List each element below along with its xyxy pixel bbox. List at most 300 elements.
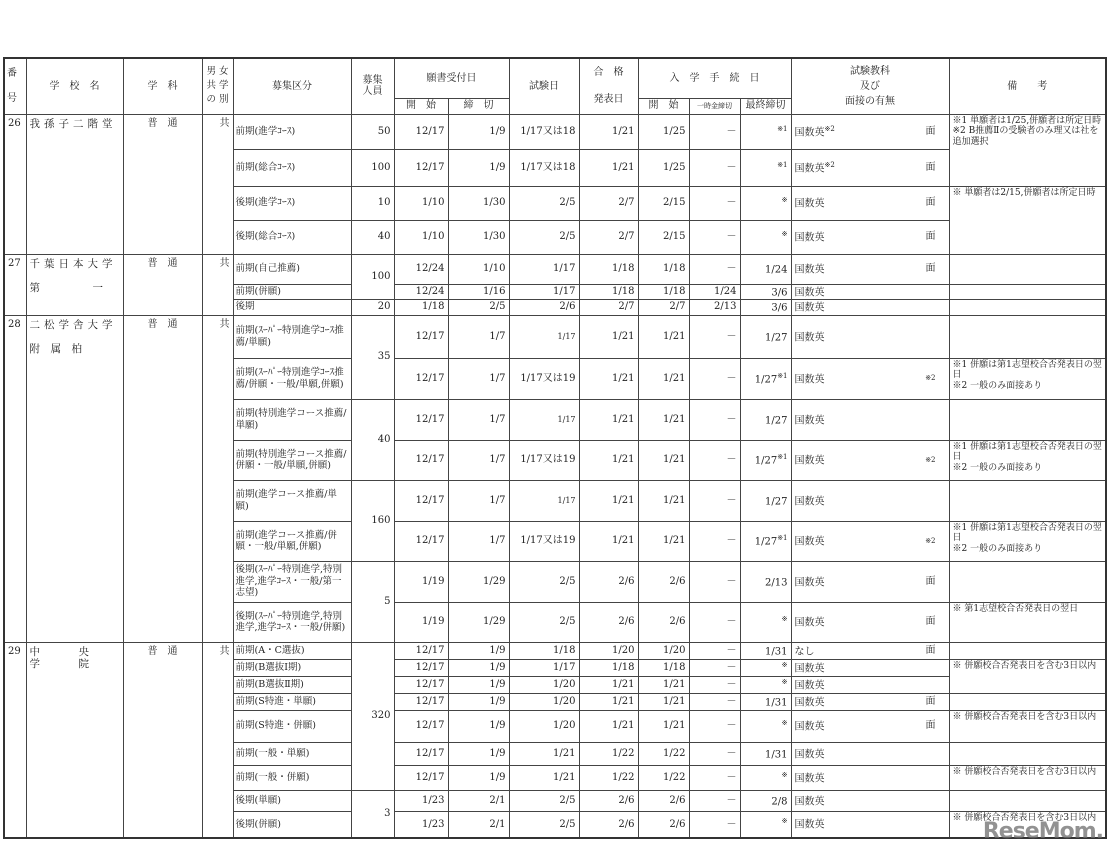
remarks: [949, 186, 1106, 254]
interview-mark: 面: [925, 644, 936, 656]
recruitment-category: 前期(進学コース推薦/単願): [233, 480, 351, 521]
application-start: 1/19: [394, 561, 448, 602]
exam-date: 2/6: [509, 299, 579, 315]
recruitment-category: 前期(A・C選抜): [233, 642, 351, 659]
final-deadline: [740, 440, 791, 480]
deposit-deadline: －: [689, 765, 740, 790]
school-name-line: 中 央 学 院: [29, 645, 128, 670]
exam-date: 1/17: [509, 284, 579, 299]
exam-date: 2/5: [509, 220, 579, 254]
subjects-label: 国数英: [794, 373, 825, 385]
application-start: 12/17: [394, 399, 448, 440]
header-number: 番 号: [4, 58, 26, 114]
final-deadline: [740, 521, 791, 561]
remarks-line: ※2 一般のみ面接あり: [952, 544, 1043, 555]
exam-subjects: [791, 790, 949, 811]
interview-mark: ※2: [925, 455, 936, 464]
subjects-text: [795, 644, 815, 658]
header-application: 願書受付日: [394, 58, 509, 98]
subjects-label: 国数英: [794, 576, 825, 588]
interview-mark: 面: [925, 575, 936, 587]
recruitment-category: 後期: [233, 299, 351, 315]
capacity: 35: [351, 315, 394, 399]
deposit-deadline: －: [689, 220, 740, 254]
exam-date: 1/17又は19: [509, 521, 579, 561]
remarks: [949, 710, 1106, 742]
interview-mark: 面: [925, 125, 936, 137]
remarks-line: ※1 単願者は1/25,併願者は所定日時: [952, 115, 1102, 126]
exam-subjects-wrap: [795, 817, 946, 831]
exam-date: 2/5: [509, 186, 579, 220]
recruitment-category: 前期(S特進・併願): [233, 710, 351, 742]
deposit-deadline: 1/24: [689, 284, 740, 299]
application-start: 12/17: [394, 114, 448, 149]
final-deadline-note: ※1: [777, 371, 788, 380]
subjects-text: [795, 678, 825, 692]
procedure-start: 1/21: [638, 480, 689, 521]
deposit-deadline: －: [689, 642, 740, 659]
announcement-date: 2/7: [579, 299, 638, 315]
deposit-deadline: －: [689, 149, 740, 186]
application-start: 12/24: [394, 284, 448, 299]
exam-date: 2/5: [509, 790, 579, 811]
department: 普 通: [123, 114, 202, 254]
final-deadline: [740, 186, 791, 220]
final-deadline-note: ※: [781, 615, 788, 624]
exam-subjects-wrap: [795, 575, 946, 589]
procedure-start: 1/18: [638, 254, 689, 284]
final-deadline-note: ※: [781, 719, 788, 728]
header-school-name: 学 校 名: [26, 58, 123, 114]
recruitment-category: 前期(B選抜Ⅱ期): [233, 676, 351, 693]
header-app-end: 締 切: [448, 98, 509, 114]
exam-subjects-wrap: [795, 534, 946, 548]
application-end: 1/9: [448, 149, 509, 186]
school-name-line: 附 属 柏: [29, 342, 82, 355]
application-start: 12/17: [394, 659, 448, 676]
procedure-start: 1/25: [638, 149, 689, 186]
final-deadline: [740, 315, 791, 358]
exam-subjects: [791, 480, 949, 521]
exam-date: 1/17又は18: [509, 114, 579, 149]
subjects-text: [795, 372, 825, 386]
exam-subjects: [791, 561, 949, 602]
exam-subjects-wrap: [795, 372, 946, 386]
exam-subjects-wrap: [795, 615, 946, 629]
remarks-line: ※ 併願校合否発表日を含む3日以内: [952, 711, 1097, 722]
remarks-line: ※1 併願は第1志望校合否発表日の翌日: [952, 522, 1102, 544]
subjects-text: [795, 719, 825, 733]
interview-mark: ※2: [925, 536, 936, 545]
application-end: 1/9: [448, 676, 509, 693]
announcement-date: 2/6: [579, 602, 638, 642]
deposit-deadline: －: [689, 602, 740, 642]
exam-subjects: [791, 284, 949, 299]
exam-date: 1/17: [509, 399, 579, 440]
final-deadline-date: 1/27: [765, 414, 788, 426]
application-end: 2/1: [448, 811, 509, 838]
announcement-date: 1/22: [579, 765, 638, 790]
subjects-text: [795, 661, 825, 675]
procedure-start: 1/21: [638, 693, 689, 710]
application-start: 1/23: [394, 790, 448, 811]
recruitment-category: 前期(ｽｰﾊﾟｰ特別進学ｺｰｽ推薦/併願・一般/単願,併願): [233, 358, 351, 399]
exam-date: 1/20: [509, 676, 579, 693]
announcement-date: 1/21: [579, 480, 638, 521]
subjects-text: [795, 771, 825, 785]
application-start: 1/23: [394, 811, 448, 838]
application-start: 12/17: [394, 765, 448, 790]
school-name-line: 千葉日本大学: [29, 257, 117, 270]
school-name: [26, 254, 123, 315]
final-deadline: [740, 114, 791, 149]
announcement-date: 1/21: [579, 315, 638, 358]
recruitment-category: 前期(自己推薦): [233, 254, 351, 284]
application-end: 1/9: [448, 642, 509, 659]
subjects-label: 国数英: [794, 696, 825, 708]
exam-subjects: [791, 742, 949, 765]
exam-subjects-wrap: [795, 453, 946, 467]
exam-subjects-wrap: [795, 230, 946, 244]
capacity: 100: [351, 149, 394, 186]
interview-mark: ※2: [925, 374, 936, 383]
exam-subjects: [791, 114, 949, 149]
subjects-label: 国数英: [794, 819, 825, 831]
exam-subjects-wrap: [795, 161, 946, 175]
exam-subjects-wrap: [795, 494, 946, 508]
interview-mark: 面: [925, 616, 936, 628]
recruitment-category: 前期(特別進学コース推薦/併願・一般/単願,併願): [233, 440, 351, 480]
final-deadline: [740, 358, 791, 399]
exam-subjects-wrap: [795, 413, 946, 427]
application-start: 12/17: [394, 710, 448, 742]
procedure-start: 1/21: [638, 358, 689, 399]
header-subjects: 試験教科 及び 面接の有無: [791, 58, 949, 114]
final-deadline-note: ※1: [777, 534, 788, 543]
announcement-date: 2/6: [579, 811, 638, 838]
recruitment-category: 後期(ｽｰﾊﾟｰ特別進学,特別進学,進学ｺｰｽ・一般/併願): [233, 602, 351, 642]
subjects-label: 国数英: [794, 679, 825, 691]
remarks: [949, 315, 1106, 358]
subjects-label: 国数英: [794, 198, 825, 210]
procedure-start: 1/21: [638, 521, 689, 561]
remarks: [949, 440, 1106, 480]
remarks: [949, 659, 1106, 693]
department: 普 通: [123, 254, 202, 315]
remarks: [949, 299, 1106, 315]
exam-date: 1/17: [509, 659, 579, 676]
subjects-text: [795, 413, 825, 427]
exam-date: 1/17又は19: [509, 358, 579, 399]
school-number: 28: [4, 315, 26, 642]
application-end: 1/9: [448, 765, 509, 790]
application-end: 1/30: [448, 220, 509, 254]
procedure-start: 2/6: [638, 790, 689, 811]
application-end: 1/9: [448, 114, 509, 149]
header-capacity: 募集人員: [351, 58, 394, 114]
remarks: [949, 480, 1106, 521]
deposit-deadline: －: [689, 114, 740, 149]
final-deadline: [740, 659, 791, 676]
subjects-label: 国数英: [794, 536, 825, 548]
application-end: 1/9: [448, 693, 509, 710]
subjects-note: ※2: [824, 160, 835, 169]
application-end: 1/9: [448, 742, 509, 765]
remarks: [949, 693, 1106, 710]
announcement-date: 1/22: [579, 742, 638, 765]
procedure-start: 1/21: [638, 676, 689, 693]
subjects-label: 国数英: [794, 126, 825, 138]
subjects-text: [795, 817, 825, 831]
recruitment-category: 前期(特別進学コース推薦/単願): [233, 399, 351, 440]
subjects-label: 国数英: [794, 662, 825, 674]
header-department: 学 科: [123, 58, 202, 114]
exam-date: 1/21: [509, 742, 579, 765]
application-end: 2/1: [448, 790, 509, 811]
final-deadline: [740, 642, 791, 659]
exam-subjects: [791, 315, 949, 358]
application-start: 12/17: [394, 521, 448, 561]
subjects-text: [795, 695, 825, 709]
remarks-line: ※2 一般のみ面接あり: [952, 463, 1043, 474]
procedure-start: 1/21: [638, 399, 689, 440]
procedure-start: 2/15: [638, 186, 689, 220]
remarks-line: ※ 単願者は2/15,併願者は所定日時: [952, 187, 1096, 198]
announcement-date: 1/18: [579, 284, 638, 299]
exam-subjects-wrap: [795, 196, 946, 210]
application-end: 1/7: [448, 480, 509, 521]
final-deadline-date: 1/27: [754, 373, 778, 385]
school-name: [26, 114, 123, 254]
procedure-start: 2/6: [638, 811, 689, 838]
header-app-start: 開 始: [394, 98, 448, 114]
application-start: 12/24: [394, 254, 448, 284]
remarks: [949, 765, 1106, 790]
application-end: 1/7: [448, 521, 509, 561]
interview-mark: 面: [925, 695, 936, 707]
exam-subjects: [791, 358, 949, 399]
application-start: 12/17: [394, 315, 448, 358]
deposit-deadline: －: [689, 676, 740, 693]
exam-subjects: [791, 220, 949, 254]
application-start: 12/17: [394, 693, 448, 710]
header-exam-date: 試験日: [509, 58, 579, 114]
subjects-label: なし: [794, 645, 815, 657]
school-name-line: 我孫子二階堂: [29, 117, 117, 130]
capacity: 10: [351, 186, 394, 220]
header-deposit: 一時金締切: [689, 98, 740, 114]
remarks: [949, 358, 1106, 399]
header-proc-start: 開 始: [638, 98, 689, 114]
application-end: 1/10: [448, 254, 509, 284]
subjects-text: [795, 534, 825, 548]
exam-subjects-wrap: [795, 330, 946, 344]
final-deadline-date: 1/31: [765, 645, 788, 657]
interview-mark: 面: [925, 720, 936, 732]
subjects-text: [795, 494, 825, 508]
final-deadline-note: ※1: [777, 160, 788, 169]
subjects-text: [795, 285, 825, 299]
remarks-line: ※ 併願校合否発表日を含む3日以内: [952, 812, 1097, 823]
subjects-label: 国数英: [794, 162, 825, 174]
subjects-label: 国数英: [794, 331, 825, 343]
remarks-line: ※1 併願は第1志望校合否発表日の翌日: [952, 359, 1102, 381]
procedure-start: 1/22: [638, 742, 689, 765]
application-end: 1/7: [448, 440, 509, 480]
exam-date: 1/17又は19: [509, 440, 579, 480]
application-end: 1/29: [448, 602, 509, 642]
final-deadline: [740, 710, 791, 742]
table-row: [4, 315, 1106, 358]
exam-subjects: [791, 299, 949, 315]
exam-subjects-wrap: [795, 661, 946, 675]
exam-subjects: [791, 676, 949, 693]
final-deadline: [740, 693, 791, 710]
subjects-label: 国数英: [794, 772, 825, 784]
exam-subjects: [791, 521, 949, 561]
exam-subjects: [791, 186, 949, 220]
exam-subjects: [791, 642, 949, 659]
capacity: 3: [351, 790, 394, 838]
application-end: 1/7: [448, 399, 509, 440]
subjects-text: [795, 262, 825, 276]
school-number: 27: [4, 254, 26, 315]
exam-date: 1/17又は18: [509, 149, 579, 186]
exam-subjects: [791, 602, 949, 642]
application-end: 1/30: [448, 186, 509, 220]
exam-subjects: [791, 149, 949, 186]
exam-subjects: [791, 399, 949, 440]
application-start: 1/10: [394, 186, 448, 220]
exam-subjects-wrap: [795, 747, 946, 761]
procedure-start: 2/6: [638, 561, 689, 602]
exam-subjects-wrap: [795, 125, 946, 139]
announcement-date: 1/21: [579, 521, 638, 561]
final-deadline: [740, 284, 791, 299]
exam-subjects-wrap: [795, 771, 946, 785]
exam-subjects: [791, 811, 949, 838]
final-deadline: [740, 742, 791, 765]
table-row: [4, 114, 1106, 149]
application-start: 12/17: [394, 358, 448, 399]
exam-subjects: [791, 693, 949, 710]
remarks: [949, 284, 1106, 299]
announcement-date: 1/21: [579, 693, 638, 710]
announcement-date: 1/21: [579, 676, 638, 693]
exam-date: 1/17: [509, 315, 579, 358]
application-start: 1/19: [394, 602, 448, 642]
subjects-text: [795, 575, 825, 589]
deposit-deadline: －: [689, 358, 740, 399]
remarks-line: ※2 一般のみ面接あり: [952, 381, 1043, 392]
subjects-text: [795, 794, 825, 808]
capacity: 50: [351, 114, 394, 149]
final-deadline-note: ※: [781, 230, 788, 239]
exam-date: 1/17: [509, 254, 579, 284]
application-end: 1/9: [448, 659, 509, 676]
application-end: 1/7: [448, 358, 509, 399]
header-remarks: 備 考: [949, 58, 1106, 114]
coed-type: 共: [202, 315, 233, 642]
subjects-text: [795, 161, 835, 175]
recruitment-category: 前期(S特進・単願): [233, 693, 351, 710]
announcement-date: 1/21: [579, 358, 638, 399]
announcement-date: 1/18: [579, 659, 638, 676]
subjects-text: [795, 747, 825, 761]
deposit-deadline: －: [689, 399, 740, 440]
announcement-date: 2/7: [579, 186, 638, 220]
procedure-start: 2/6: [638, 602, 689, 642]
final-deadline: [740, 149, 791, 186]
exam-subjects-wrap: [795, 794, 946, 808]
recruitment-category: 後期(単願): [233, 790, 351, 811]
subjects-text: [795, 615, 825, 629]
exam-subjects: [791, 659, 949, 676]
subjects-label: 国数英: [794, 721, 825, 733]
remarks-line: ※ 第1志望校合否発表日の翌日: [952, 603, 1079, 614]
school-name-line: 二松学舎大学: [29, 318, 117, 331]
deposit-deadline: －: [689, 186, 740, 220]
deposit-deadline: －: [689, 521, 740, 561]
admission-schedule-table: [3, 57, 1107, 839]
recruitment-category: 前期(進学ｺｰｽ): [233, 114, 351, 149]
procedure-start: 1/18: [638, 659, 689, 676]
subjects-label: 国数英: [794, 617, 825, 629]
final-deadline-note: ※: [781, 770, 788, 779]
deposit-deadline: 2/13: [689, 299, 740, 315]
final-deadline: [740, 220, 791, 254]
coed-type: 共: [202, 114, 233, 254]
recruitment-category: 後期(併願): [233, 811, 351, 838]
final-deadline-date: 1/31: [765, 696, 788, 708]
remarks: [949, 254, 1106, 284]
deposit-deadline: －: [689, 315, 740, 358]
final-deadline-date: 1/27: [754, 536, 778, 548]
final-deadline-note: ※: [781, 196, 788, 205]
remarks-line: ※ 併願校合否発表日を含む3日以内: [952, 766, 1097, 777]
exam-subjects-wrap: [795, 300, 946, 314]
exam-date: 2/5: [509, 811, 579, 838]
resemom-watermark-logo: ReseMom.: [982, 819, 1103, 844]
remarks-line: ※1 併願は第1志望校合否発表日の翌日: [952, 441, 1102, 463]
final-deadline-date: 2/13: [765, 576, 788, 588]
school-number: 29: [4, 642, 26, 838]
final-deadline-date: 1/24: [765, 264, 788, 276]
exam-date: 1/21: [509, 765, 579, 790]
remarks: [949, 642, 1106, 659]
subjects-text: [795, 230, 825, 244]
exam-date: 2/5: [509, 602, 579, 642]
announcement-date: 1/21: [579, 149, 638, 186]
header-coed: 男 女 共 学 の 別: [202, 58, 233, 114]
announcement-date: 2/6: [579, 790, 638, 811]
remarks-line: ※2 B推薦Ⅱの受験者のみ理又は社を追加選択: [952, 126, 1099, 148]
application-start: 12/17: [394, 676, 448, 693]
subjects-text: [795, 300, 825, 314]
table-row: [4, 254, 1106, 284]
capacity: 40: [351, 220, 394, 254]
application-end: 2/5: [448, 299, 509, 315]
announcement-date: 2/7: [579, 220, 638, 254]
remarks: [949, 399, 1106, 440]
capacity: 5: [351, 561, 394, 642]
procedure-start: 1/18: [638, 284, 689, 299]
final-deadline-date: 3/6: [771, 302, 788, 314]
deposit-deadline: －: [689, 659, 740, 676]
final-deadline: [740, 299, 791, 315]
exam-subjects-wrap: [795, 678, 946, 692]
coed-type: 共: [202, 642, 233, 838]
